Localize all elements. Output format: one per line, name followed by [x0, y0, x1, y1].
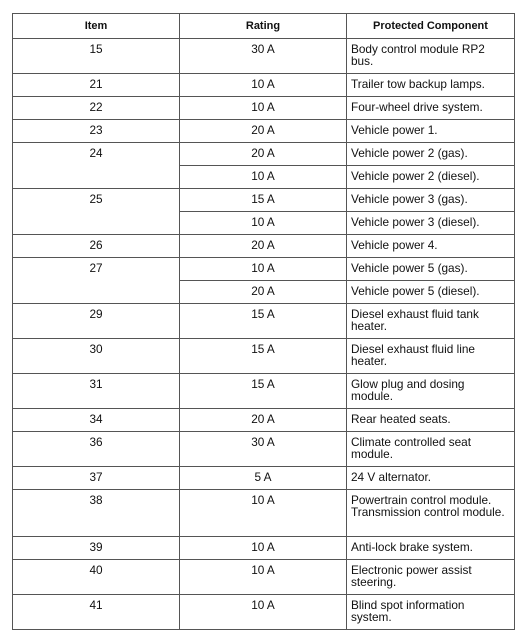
rating-cell: 15 A	[180, 339, 347, 374]
item-cell: 24	[13, 143, 180, 189]
table-row	[13, 339, 515, 374]
fuse-table	[12, 13, 515, 630]
component-cell: Vehicle power 2 (diesel).	[347, 166, 515, 189]
rating-cell: 30 A	[180, 39, 347, 74]
item-cell: 41	[13, 595, 180, 630]
item-cell: 31	[13, 374, 180, 409]
table-row	[13, 537, 515, 560]
item-cell: 23	[13, 120, 180, 143]
table-row	[13, 432, 515, 467]
table-row	[13, 490, 515, 537]
component-cell: Body control module RP2 bus.	[347, 39, 515, 74]
rating-cell: 5 A	[180, 467, 347, 490]
table-row	[13, 304, 515, 339]
rating-cell: 10 A	[180, 166, 347, 189]
table-row	[13, 120, 515, 143]
item-cell: 36	[13, 432, 180, 467]
rating-cell: 10 A	[180, 97, 347, 120]
rating-cell: 10 A	[180, 490, 347, 537]
table-row	[13, 189, 515, 212]
item-cell: 22	[13, 97, 180, 120]
component-cell: Vehicle power 5 (diesel).	[347, 281, 515, 304]
rating-cell: 20 A	[180, 235, 347, 258]
component-cell: Vehicle power 1.	[347, 120, 515, 143]
item-cell: 15	[13, 39, 180, 74]
rating-cell: 10 A	[180, 258, 347, 281]
item-cell: 21	[13, 74, 180, 97]
rating-cell: 15 A	[180, 374, 347, 409]
table-row	[13, 258, 515, 281]
rating-cell: 15 A	[180, 304, 347, 339]
table-row	[13, 409, 515, 432]
component-cell: Anti-lock brake system.	[347, 537, 515, 560]
component-cell: Climate controlled seat module.	[347, 432, 515, 467]
item-cell: 30	[13, 339, 180, 374]
rating-cell: 10 A	[180, 212, 347, 235]
table-row	[13, 143, 515, 166]
item-cell: 34	[13, 409, 180, 432]
rating-cell: 10 A	[180, 74, 347, 97]
rating-cell: 10 A	[180, 560, 347, 595]
component-cell: Glow plug and dosing module.	[347, 374, 515, 409]
component-cell: Powertrain control module. Transmission control module.	[347, 490, 515, 537]
component-cell: Rear heated seats.	[347, 409, 515, 432]
rating-cell: 10 A	[180, 595, 347, 630]
table-row	[13, 97, 515, 120]
table-row	[13, 374, 515, 409]
component-cell: Trailer tow backup lamps.	[347, 74, 515, 97]
rating-cell: 15 A	[180, 189, 347, 212]
rating-cell: 20 A	[180, 143, 347, 166]
rating-cell: 20 A	[180, 409, 347, 432]
component-cell: Vehicle power 3 (diesel).	[347, 212, 515, 235]
component-cell: Diesel exhaust fluid line heater.	[347, 339, 515, 374]
table-row	[13, 235, 515, 258]
table-row	[13, 39, 515, 74]
component-cell: Vehicle power 2 (gas).	[347, 143, 515, 166]
component-cell: Vehicle power 3 (gas).	[347, 189, 515, 212]
component-cell: 24 V alternator.	[347, 467, 515, 490]
table-body	[13, 39, 515, 630]
item-cell: 26	[13, 235, 180, 258]
item-cell: 29	[13, 304, 180, 339]
table-row	[13, 595, 515, 630]
rating-cell: 20 A	[180, 120, 347, 143]
item-cell: 25	[13, 189, 180, 235]
header-item: Item	[13, 14, 180, 39]
header-row	[13, 14, 515, 39]
header-rating: Rating	[180, 14, 347, 39]
component-cell: Electronic power assist steering.	[347, 560, 515, 595]
rating-cell: 20 A	[180, 281, 347, 304]
table-row	[13, 560, 515, 595]
table-row	[13, 74, 515, 97]
table-header	[13, 14, 515, 39]
component-cell: Blind spot information system.	[347, 595, 515, 630]
component-cell: Diesel exhaust fluid tank heater.	[347, 304, 515, 339]
item-cell: 38	[13, 490, 180, 537]
item-cell: 39	[13, 537, 180, 560]
rating-cell: 10 A	[180, 537, 347, 560]
item-cell: 37	[13, 467, 180, 490]
component-cell: Vehicle power 4.	[347, 235, 515, 258]
component-cell: Vehicle power 5 (gas).	[347, 258, 515, 281]
component-cell: Four-wheel drive system.	[347, 97, 515, 120]
header-protected-component: Protected Component	[347, 14, 515, 39]
rating-cell: 30 A	[180, 432, 347, 467]
table-row	[13, 467, 515, 490]
item-cell: 27	[13, 258, 180, 304]
item-cell: 40	[13, 560, 180, 595]
